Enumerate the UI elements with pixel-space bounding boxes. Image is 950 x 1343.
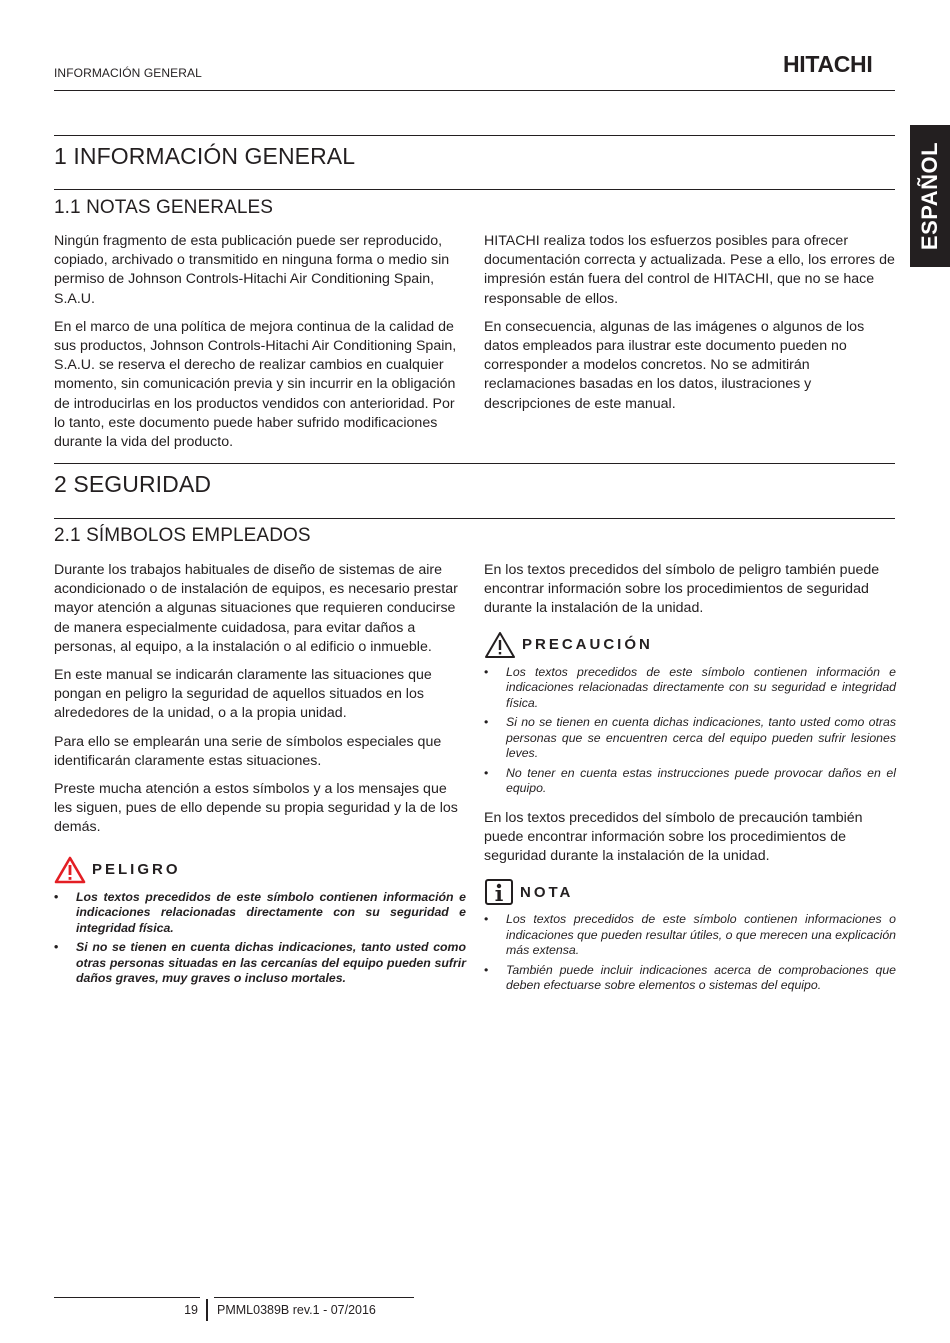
subsection-rule	[54, 189, 895, 190]
note-list	[484, 912, 896, 994]
header-rule	[54, 90, 895, 91]
caution-list	[484, 665, 896, 797]
list-item: • Los textos precedidos de este símbolo contienen información e indicaciones relacionadas directamente con su seguridad e integridad física.	[54, 890, 466, 937]
info-note-icon	[484, 878, 514, 906]
paragraph: Para ello se emplearán una serie de símbolos especiales que identificarán claramente estas situaciones.	[54, 733, 442, 769]
paragraph: En el marco de una política de mejora continua de la calidad de sus productos, Johnson Controls-Hitachi Air Conditioning Spain, S.A.U. se reserva el derecho de realizar cambios en cualquier momento, sin comunicación previa y sin incurrir en la obligación de introducirlas en los productos vendidos con anterioridad. Por lo tanto, este documento puede haber sufrido modificaciones durante la vida del producto.	[54, 318, 457, 451]
list-item: • Los textos precedidos de este símbolo contienen información e indicaciones relacionadas directamente con su seguridad e integridad física.	[484, 665, 896, 712]
section-title: 2 SEGURIDAD	[54, 471, 212, 497]
general-notes-left-column	[54, 232, 466, 461]
subsection-title: 2.1 SÍMBOLOS EMPLEADOS	[54, 525, 311, 546]
danger-triangle-icon	[54, 856, 86, 884]
page-number: 19	[184, 1303, 198, 1317]
section-title: 1 INFORMACIÓN GENERAL	[54, 143, 356, 169]
paragraph: Durante los trabajos habituales de diseño de sistemas de aire acondicionado o de instalación de equipos, es necesario prestar mayor atención a algunas situaciones que requieren conducirse de manera especialmente cuidadosa, para evitar daños a personas, al equipo, a la instalación o al edificio o inmueble.	[54, 562, 458, 655]
note-heading	[484, 878, 896, 906]
caution-title: PRECAUCIÓN	[522, 636, 653, 653]
paragraph: En los textos precedidos del símbolo de precaución también puede encontrar información sobre los procedimientos de seguridad durante la instalación de la unidad.	[484, 809, 863, 865]
footer-rule-left	[54, 1297, 200, 1298]
footer-divider	[206, 1299, 208, 1321]
paragraph: HITACHI realiza todos los esfuerzos posibles para ofrecer documentación correcta y actualizada. Pese a ello, los errores de impresión están fuera del control de HITACHI, que no se hace responsable de ellos.	[484, 233, 895, 307]
language-tab-label: ESPAÑOL	[917, 141, 942, 251]
subsection-rule	[54, 518, 895, 519]
list-item: • Los textos precedidos de este símbolo contienen informaciones o indicaciones que pueden resultar útiles, o que merecen una explicación más extensa.	[484, 912, 896, 959]
danger-list	[54, 890, 466, 987]
danger-heading	[54, 856, 466, 884]
section-rule	[54, 463, 895, 464]
list-item: • Si no se tienen en cuenta dichas indicaciones, tanto usted como otras personas que se encuentren cerca del equipo pueden sufrir lesiones leves.	[484, 715, 896, 762]
general-notes-right-column	[484, 232, 896, 423]
list-item: • No tener en cuenta estas instrucciones puede provocar daños en el equipo.	[484, 766, 896, 797]
running-header: INFORMACIÓN GENERAL	[54, 66, 202, 80]
symbols-left-column	[54, 561, 466, 999]
caution-heading	[484, 631, 896, 659]
danger-title: PELIGRO	[92, 861, 181, 879]
caution-triangle-icon	[484, 631, 516, 659]
hitachi-logo: HITACHI	[783, 51, 873, 77]
document-code: PMML0389B rev.1 - 07/2016	[217, 1303, 376, 1317]
paragraph: En este manual se indicarán claramente las situaciones que pongan en peligro la seguridad de aquellos situados en los alrededores de la unidad, o a la propia unidad.	[54, 667, 432, 722]
paragraph: Preste mucha atención a estos símbolos y a los mensajes que les siguen, pues de ello depende su propia seguridad y la de los demás.	[54, 781, 458, 836]
paragraph: En los textos precedidos del símbolo de peligro también puede encontrar información sobre los procedimientos de seguridad durante la instalación de la unidad.	[484, 562, 880, 617]
footer-rule-right	[214, 1297, 414, 1298]
list-item: • También puede incluir indicaciones acerca de comprobaciones que deben efectuarse sobre elementos o sistemas del equipo.	[484, 963, 896, 994]
list-item: • Si no se tienen en cuenta dichas indicaciones, tanto usted como otras personas situadas en las cercanías del equipo pueden sufrir daños graves, muy graves o incluso mortales.	[54, 940, 466, 987]
symbols-right-column	[484, 561, 896, 1006]
section-rule	[54, 135, 895, 136]
paragraph: En consecuencia, algunas de las imágenes o algunos de los datos empleados para ilustrar este documento pueden no corresponder a modelos concretos. No se admitirán reclamaciones basadas en los datos, ilustraciones y descripciones de este manual.	[484, 318, 865, 412]
subsection-title: 1.1 NOTAS GENERALES	[54, 197, 274, 218]
paragraph: Ningún fragmento de esta publicación puede ser reproducido, copiado, archivado o transmitido en ninguna forma o medio sin permiso de Johnson Controls-Hitachi Air Conditioning Spain, S.A.U.	[54, 233, 450, 307]
note-title: NOTA	[520, 883, 574, 901]
language-tab	[910, 125, 950, 267]
